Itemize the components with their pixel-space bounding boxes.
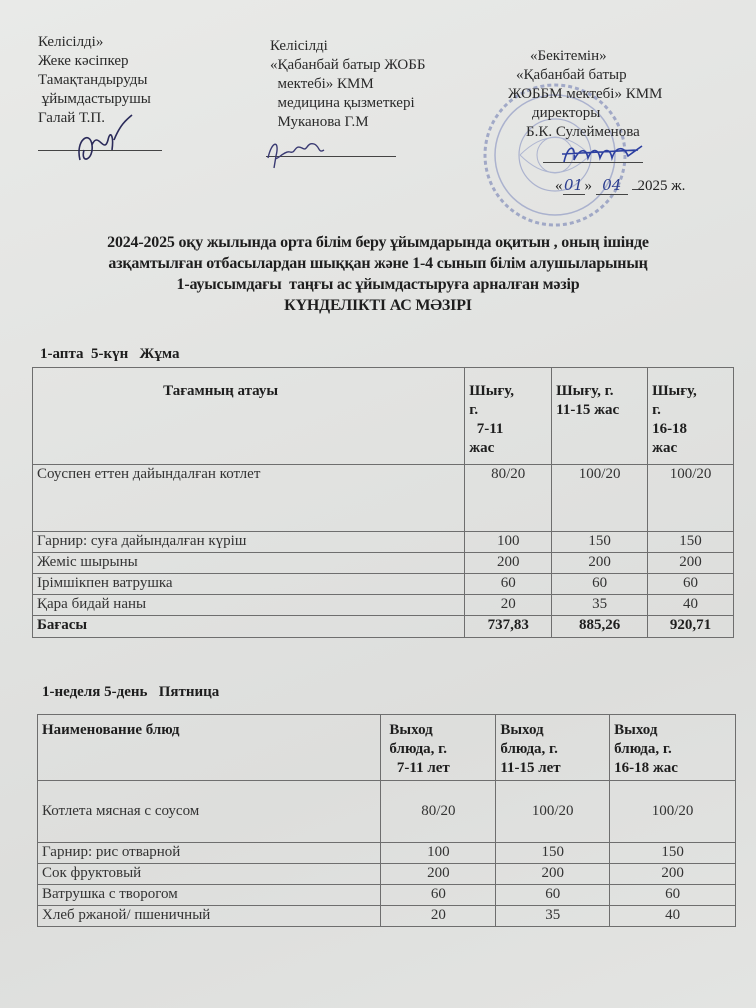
yield-11-15: 150: [496, 843, 610, 864]
yield-7-11: 200: [465, 553, 552, 574]
header-text: Шығу, г.: [556, 383, 614, 399]
yield-7-11: 100: [465, 532, 552, 553]
kazakh-menu-table: [32, 367, 734, 638]
table-row: [38, 885, 736, 906]
table-row: [33, 574, 734, 595]
yield-16-18: 100/20: [648, 465, 734, 532]
header-yield-16-18: [610, 715, 736, 781]
header-text: жас: [652, 440, 678, 456]
approval-block-medic: [270, 37, 425, 132]
header-yield-7-11: [465, 368, 552, 465]
yield-16-18: 150: [648, 532, 734, 553]
yield-11-15: 35: [552, 595, 648, 616]
yield-16-18: 40: [610, 906, 736, 927]
approval-line: Галай Т.П.: [38, 110, 106, 126]
yield-16-18: 150: [610, 843, 736, 864]
approval-line: Келісілді: [270, 38, 328, 54]
approval-line: Келісілді»: [38, 34, 104, 50]
russian-menu-day-label: 1-неделя 5-день Пятница: [42, 684, 220, 700]
table-row: [33, 465, 734, 532]
table-row: [33, 532, 734, 553]
header-dish-name: Тағамның атауы: [33, 368, 465, 465]
yield-11-15: 200: [552, 553, 648, 574]
yield-11-15: 100/20: [552, 465, 648, 532]
title-line-2: азқамтылған отбасылардан шыққан және 1-4 сынып білім алушыларының: [108, 255, 648, 272]
table-row: [38, 781, 736, 843]
date-close-quote: »: [584, 178, 592, 194]
yield-11-15: 100/20: [496, 781, 610, 843]
header-text: жас: [469, 440, 495, 456]
header-text: блюда, г.: [500, 741, 558, 757]
header-dish-name: Наименование блюд: [38, 715, 381, 781]
approval-line: «Бекітемін»: [530, 48, 607, 64]
russian-menu-table: [37, 714, 736, 927]
date-day: 01: [563, 176, 584, 194]
yield-7-11: 20: [381, 906, 496, 927]
header-text: 7-11 лет: [389, 760, 450, 776]
header-text: Выход: [389, 722, 433, 738]
approval-line: Тамақтандыруды: [38, 72, 148, 88]
dish-name: Жеміс шырыны: [33, 553, 465, 574]
yield-16-18: 100/20: [610, 781, 736, 843]
header-yield-7-11: [381, 715, 496, 781]
header-text: г.: [469, 402, 479, 418]
title-line-3: 1-ауысымдағы таңғы ас ұйымдастыруға арналған мәзір: [176, 276, 580, 293]
signature-medic: [262, 130, 332, 170]
header-yield-16-18: [648, 368, 734, 465]
price-label: Бағасы: [33, 616, 465, 638]
date-year: 2025 ж.: [637, 178, 686, 194]
approval-line: директоры: [532, 105, 601, 121]
approval-line: медицина қызметкері: [270, 95, 415, 111]
table-row: [38, 864, 736, 885]
price-11-15: 885,26: [552, 616, 648, 638]
title-line-4: КҮНДЕЛІКТІ АС МӘЗІРІ: [284, 297, 472, 314]
price-7-11: 737,83: [465, 616, 552, 638]
dish-name: Сок фруктовый: [38, 864, 381, 885]
approval-line: «Қабанбай батыр ЖОББ: [270, 57, 426, 73]
header-text: Выход: [500, 722, 544, 738]
header-text: 16-18 жас: [614, 760, 678, 776]
table-row: [38, 906, 736, 927]
signature-director: [558, 140, 648, 170]
yield-11-15: 60: [552, 574, 648, 595]
signature-caterer: [70, 110, 140, 170]
table-row: [33, 553, 734, 574]
header-text: 11-15 лет: [500, 760, 561, 776]
header-text: 7-11: [469, 421, 504, 437]
yield-7-11: 100: [381, 843, 496, 864]
approval-line: ұйымдастырушы: [38, 91, 151, 107]
yield-11-15: 35: [496, 906, 610, 927]
yield-11-15: 60: [496, 885, 610, 906]
approval-line: Б.К. Сулейменова: [526, 124, 640, 140]
yield-7-11: 80/20: [465, 465, 552, 532]
dish-name: Хлеб ржаной/ пшеничный: [38, 906, 381, 927]
approval-line: «Қабанбай батыр: [516, 67, 627, 83]
approval-line: ЖОББМ мектебі» КММ: [508, 86, 663, 102]
header-text: 16-18: [652, 421, 688, 437]
header-text: блюда, г.: [389, 741, 448, 757]
yield-11-15: 150: [552, 532, 648, 553]
dish-name: Котлета мясная с соусом: [38, 781, 381, 843]
header-text: Шығу,: [652, 383, 697, 399]
table-row: [33, 595, 734, 616]
header-yield-11-15: [496, 715, 610, 781]
yield-7-11: 200: [381, 864, 496, 885]
approval-line: Жеке кәсіпкер: [38, 53, 129, 69]
yield-16-18: 60: [610, 885, 736, 906]
approval-line: Муканова Г.М: [270, 114, 369, 130]
approval-line: мектебі» КММ: [270, 76, 374, 92]
dish-name: Гарнир: рис отварной: [38, 843, 381, 864]
header-text: г.: [652, 402, 661, 418]
header-yield-11-15: [552, 368, 648, 465]
header-text: Шығу,: [469, 383, 515, 399]
dish-name: Соуспен еттен дайындалған котлет: [33, 465, 465, 532]
dish-name: Гарнир: суға дайындалған күріш: [33, 532, 465, 553]
title-line-1: 2024-2025 оқу жылында орта білім беру ұйымдарында оқитын , оның ішінде: [107, 234, 649, 251]
yield-16-18: 200: [610, 864, 736, 885]
approval-block-director: [510, 47, 662, 142]
header-text: блюда, г.: [614, 741, 672, 757]
price-row: [33, 616, 734, 638]
yield-16-18: 200: [648, 553, 734, 574]
yield-7-11: 20: [465, 595, 552, 616]
table-row: [38, 843, 736, 864]
yield-7-11: 60: [465, 574, 552, 595]
kazakh-menu-day-label: 1-апта 5-күн Жұма: [40, 346, 180, 362]
yield-7-11: 80/20: [381, 781, 496, 843]
approval-date: [555, 176, 685, 195]
table-header-row: [33, 368, 734, 465]
yield-16-18: 60: [648, 574, 734, 595]
dish-name: Ватрушка с творогом: [38, 885, 381, 906]
header-text: Выход: [614, 722, 658, 738]
date-month: 04: [596, 176, 628, 195]
price-16-18: 920,71: [648, 616, 734, 638]
table-header-row: [38, 715, 736, 781]
date-open-quote: «: [555, 178, 563, 194]
dish-name: Ірімшікпен ватрушка: [33, 574, 465, 595]
yield-7-11: 60: [381, 885, 496, 906]
dish-name: Қара бидай наны: [33, 595, 465, 616]
yield-16-18: 40: [648, 595, 734, 616]
header-text: 11-15 жас: [556, 402, 620, 418]
document-title: [0, 232, 756, 316]
yield-11-15: 200: [496, 864, 610, 885]
